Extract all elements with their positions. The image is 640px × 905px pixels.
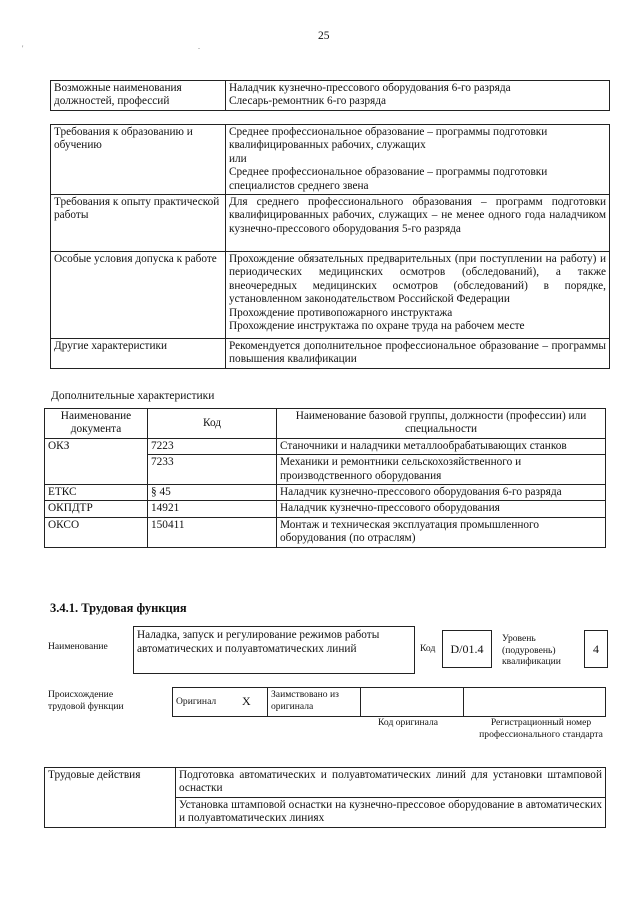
- additional-table: [44, 408, 606, 548]
- code-label: Код: [420, 643, 436, 654]
- possible-names-label: Возможные наименования должностей, профессий: [51, 81, 226, 111]
- possible-name: Наладчик кузнечно-прессового оборудования 6-го разряда: [229, 82, 511, 94]
- scan-dot: ': [22, 44, 24, 53]
- code-box: [442, 630, 492, 668]
- cell-name: Монтаж и техническая эксплуатация промышленного оборудования (по отраслям): [277, 517, 606, 547]
- requirement-label: Требования к образованию и обучению: [51, 125, 226, 195]
- requirement-line: Для среднего профессионального образования – программ подготовки квалифицированных рабочих, служащих – не менее одного года наладчиком кузнечно-прессового оборудования 5-го разряда: [229, 196, 606, 235]
- code-original-label: Код оригинала: [378, 717, 439, 728]
- cell-doc: ОКЗ: [45, 438, 148, 484]
- requirement-row: [51, 125, 610, 195]
- requirement-label: Другие характеристики: [51, 339, 226, 369]
- original-cell: [173, 688, 240, 717]
- requirement-line: Среднее профессиональное образование – программы подготовки специалистов среднего звена: [229, 166, 548, 192]
- table-row: [45, 768, 606, 798]
- page-number: 25: [318, 30, 330, 42]
- possible-name: Слесарь-ремонтник 6-го разряда: [229, 95, 387, 108]
- requirement-label: Особые условия допуска к работе: [51, 252, 226, 339]
- origin-label: Происхождение трудовой функции: [48, 689, 124, 712]
- reg-number-cell: [464, 688, 606, 717]
- header-code: Код: [148, 409, 277, 439]
- labor-action-item: Подготовка автоматических и полуавтоматических линий для установки штамповой оснастки: [176, 768, 606, 798]
- requirements-table: [50, 124, 610, 369]
- original-label: Оригинал: [176, 696, 217, 708]
- function-name-label: Наименование: [48, 641, 108, 652]
- additional-header-row: [45, 409, 606, 439]
- requirement-value: [226, 339, 610, 369]
- header-doc: Наименование документа: [45, 409, 148, 439]
- possible-names-table: [50, 80, 610, 111]
- cell-name: Механики и ремонтники сельскохозяйственного и производственного оборудования: [277, 455, 606, 485]
- function-name-value: Наладка, запуск и регулирование режимов работы автоматических и полуавтоматических линий: [137, 629, 380, 655]
- code-original-cell: [361, 688, 464, 717]
- cell-code: § 45: [148, 485, 277, 501]
- level-label: Уровень (подуровень) квалификации: [502, 633, 561, 667]
- requirement-line: Среднее профессиональное образование – программы подготовки квалифицированных рабочих, служащих: [229, 126, 548, 152]
- reg-number-label: Регистрационный номер профессионального стандарта: [479, 717, 603, 740]
- cell-code: 14921: [148, 501, 277, 517]
- requirement-line: Прохождение инструктажа по охране труда на рабочем месте: [229, 320, 525, 333]
- requirement-line: Рекомендуется дополнительное профессиональное образование – программы повышения квалификации: [229, 340, 606, 366]
- table-row: [45, 438, 606, 454]
- table-row: [45, 501, 606, 517]
- function-heading: 3.4.1. Трудовая функция: [50, 601, 187, 615]
- origin-table: [172, 687, 606, 717]
- level-box: [584, 630, 608, 668]
- cell-code: 7223: [148, 438, 277, 454]
- header-name: Наименование базовой группы, должности (профессии) или специальности: [277, 409, 606, 439]
- code-value: D/01.4: [450, 642, 484, 656]
- possible-names-values: [226, 81, 610, 111]
- requirement-row: [51, 339, 610, 369]
- cell-code: 150411: [148, 517, 277, 547]
- original-mark-cell: [239, 688, 268, 717]
- requirement-row: [51, 252, 610, 339]
- cell-doc: ЕТКС: [45, 485, 148, 501]
- requirement-line: Прохождение противопожарного инструктажа: [229, 306, 453, 319]
- requirement-value: [226, 125, 610, 195]
- cell-name: Наладчик кузнечно-прессового оборудования: [277, 501, 606, 517]
- additional-title: Дополнительные характеристики: [51, 390, 215, 402]
- requirement-value: [226, 195, 610, 252]
- labor-actions-table: [44, 767, 606, 828]
- borrowed-cell: [268, 688, 361, 717]
- cell-name: Станочники и наладчики металлообрабатывающих станков: [277, 438, 606, 454]
- table-row: [45, 517, 606, 547]
- requirement-line: или: [229, 152, 247, 165]
- scan-dot: .: [198, 42, 200, 51]
- borrowed-label: Заимствовано из оригинала: [271, 689, 339, 712]
- cell-doc: ОКПДТР: [45, 501, 148, 517]
- original-mark: X: [242, 694, 251, 709]
- cell-name: Наладчик кузнечно-прессового оборудования 6-го разряда: [277, 485, 606, 501]
- function-name-box: [133, 626, 415, 674]
- requirement-row: [51, 195, 610, 252]
- labor-action-item: Установка штамповой оснастки на кузнечно-прессовое оборудование в автоматических и полуавтоматических линиях: [176, 797, 606, 827]
- table-row: [45, 485, 606, 501]
- requirement-label: Требования к опыту практической работы: [51, 195, 226, 252]
- requirement-value: [226, 252, 610, 339]
- requirement-line: Прохождение обязательных предварительных (при поступлении на работу) и периодических медицинских осмотров (обследований), а также внеочередных медицинских осмотров (обследований) в порядке, установленном законодательством Российской Федерации: [229, 253, 606, 306]
- level-value: 4: [593, 642, 599, 656]
- cell-doc: ОКСО: [45, 517, 148, 547]
- cell-code: 7233: [148, 455, 277, 485]
- labor-actions-label: Трудовые действия: [45, 768, 176, 828]
